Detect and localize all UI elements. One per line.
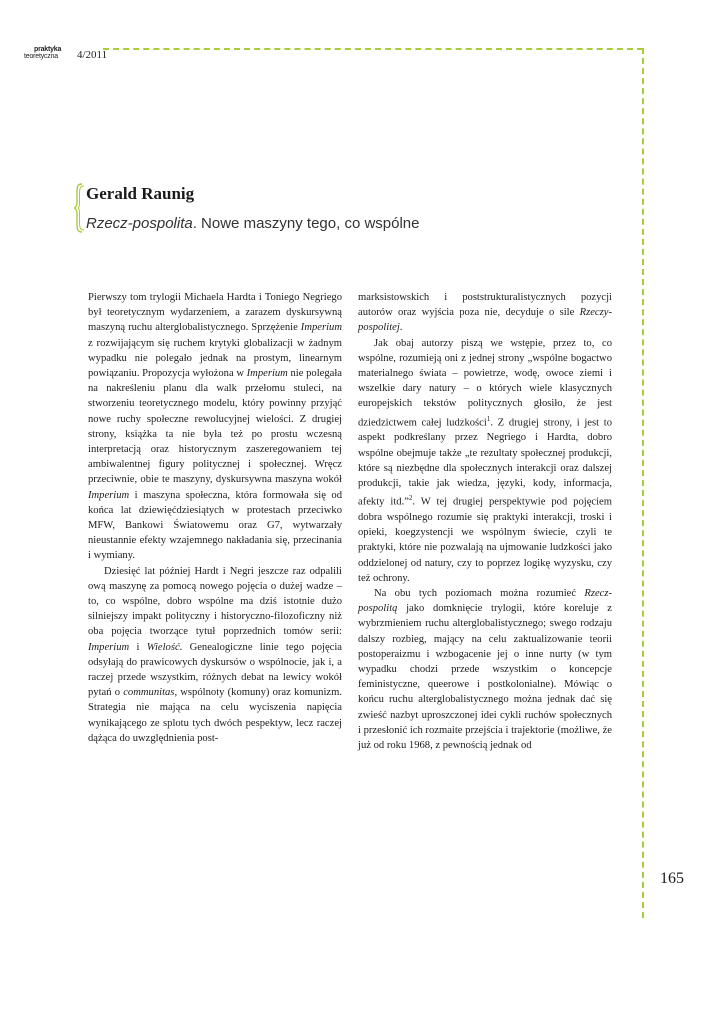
italic-run: Rzeczy-pospolitej: [358, 307, 612, 334]
frame-dashed-top: [103, 48, 643, 50]
title-brace-icon: [73, 183, 85, 233]
text-run: Na obu tych poziomach można rozumieć: [374, 587, 585, 599]
italic-run: communitas: [123, 687, 175, 699]
page-number: 165: [660, 870, 684, 887]
footnote-ref: 1: [486, 414, 491, 423]
article-author: Gerald Raunig: [86, 184, 195, 203]
italic-run: Imperium: [88, 489, 130, 501]
paragraph: [358, 586, 612, 753]
italic-run: Imperium: [300, 322, 342, 334]
text-run: jako domknięcie trylogii, które koreluje z wybrzmieniem ruchu alterglobalistycznego; swego rodzaju dalszy rozbieg, mający na celu zaktualizowanie teorii postoperaizmu i wzbogacenie jej o inne nurty (w tym wypadku chodzi przede wszystkim o koncepcje feministyczne, queerowe i postkolonialne). Mówiąc o końcu ruchu alterglobalistycznego można jednak dać się zwieść nazbyt uproszczonej idei cykli ruchów społecznych i przesłonić ich rozmaite przejścia i trajektorie (możliwe, że już od roku 1968, z pewnością jednak od: [358, 603, 612, 751]
text-run: i: [129, 641, 147, 653]
italic-run: Rzecz-pospolitą: [358, 587, 612, 615]
logo-line-2: teoretyczna: [24, 53, 58, 60]
article-title-italic: Rzecz-pospolita: [86, 215, 193, 232]
paragraph: [88, 564, 342, 746]
italic-run: Wielość: [146, 641, 180, 653]
right-column: [358, 290, 612, 753]
text-run: . W tej drugiej perspektywie pod pojęciem dobra wspólnego rozumie się praktyki interakcji, troski i opieki, koegzystencji we wspólnym świecie, czyli te praktyki, które nie pozwalają na ujmowanie ludzkości jako oddzielonej od natury, czy to poprzez logikę wyzysku, czy też ochrony.: [358, 496, 612, 584]
paragraph: [88, 290, 342, 564]
text-run: . Genealogiczne linie tego pojęcia odsyłają do prawicowych dyskursów o wspólnocie, jak i, a raczej przede wszystkim, różnych debat na lewicy wokół pytań o: [88, 641, 342, 699]
italic-run: Imperium: [88, 641, 130, 653]
text-run: .: [399, 322, 403, 334]
italic-run: Imperium: [246, 368, 288, 380]
issue-number: 4/2011: [77, 49, 108, 61]
text-run: . Z drugiej strony, i jest to aspekt podkreślany przez Negriego i Hardta, dobro wspólne obejmuje także „te rezultaty społecznej produkcji, które są niezbędne dla społecznych interakcji oraz dalszej produkcji, takie jak wiedza, języki, kody, informacja, afekty itd.”: [358, 417, 613, 508]
text-run: i maszyna społeczna, która formowała się od końca lat dziewięćdziesiątych w protestach przeciwko MFW, Bankowi Światowemu oraz G7, wytwarzały nieustannie efekty wzajemnego nakładania się, przecinania i wymiany.: [88, 489, 342, 562]
text-run: z rozwijającym się ruchem krytyki globalizacji w żadnym wypadku nie polegało jednak na prostym, linearnym powiązaniu. Propozycja wyłożona w: [88, 337, 342, 380]
text-run: Pierwszy tom trylogii Michaela Hardta i Toniego Negriego był teoretycznym wydarzeniem, a zarazem dyskursywną maszyną ruchu alterglobalistycznego. Sprzężenie: [88, 292, 342, 334]
article-title: [86, 215, 420, 232]
journal-logo: [24, 46, 76, 64]
left-column: [88, 290, 342, 746]
paragraph: [358, 290, 612, 336]
text-run: nie polegała na nakreśleniu planu dla walk przełomu stuleci, na stworzeniu teoretycznego modelu, który powinny przyjąć nowe ruchy społeczne rewolucyjnej wielości. Z drugiej strony, książka ta nie była też po prostu wczesną interpretacją oraz historycznym zaszeregowaniem tej ambiwalentnej figury politycznej i społecznej. Wręcz przeciwnie, obie te maszyny, dyskursywna maszyna wokół: [88, 368, 342, 486]
text-run: marksistowskich i poststrukturalistycznych pozycji autorów oraz wyjścia poza nie, decyduje o sile: [358, 292, 612, 319]
footnote-ref: 2: [408, 494, 413, 503]
text-run: Jak obaj autorzy piszą we wstępie, przez to, co wspólne, rozumieją oni z jednej strony „wspólne bogactwo materialnego świata – powietrze, wodę, owoce ziemi i wszelkie dary natury – o których wiele klasycznych europejskich tekstów politycznych głosiło, że jest dziedzictwem całej ludzkości: [358, 337, 612, 429]
text-run: Dziesięć lat później Hardt i Negri jeszcze raz odpalili ową maszynę za pomocą nowego pojęcia o dużej wadze – to, co wspólne, dobro wspólne ma dziś istotnie dużo silniejszy impakt polityczny i historyczno-filozoficzny niż oba pojęcia tworzące tytuł poprzednich tomów serii:: [88, 565, 342, 638]
logo-line-1: praktyka: [34, 46, 62, 53]
frame-dashed-right: [642, 48, 644, 918]
text-run: , wspólnoty (komuny) oraz komunizm. Strategia nie mająca na celu wyciszenia napięcia wynikającego ze splotu tych dwóch pespektyw, lecz raczej dążąca do uwzględnienia post-: [88, 687, 342, 744]
paragraph: [358, 336, 612, 586]
article-title-rest: . Nowe maszyny tego, co wspólne: [192, 215, 420, 232]
